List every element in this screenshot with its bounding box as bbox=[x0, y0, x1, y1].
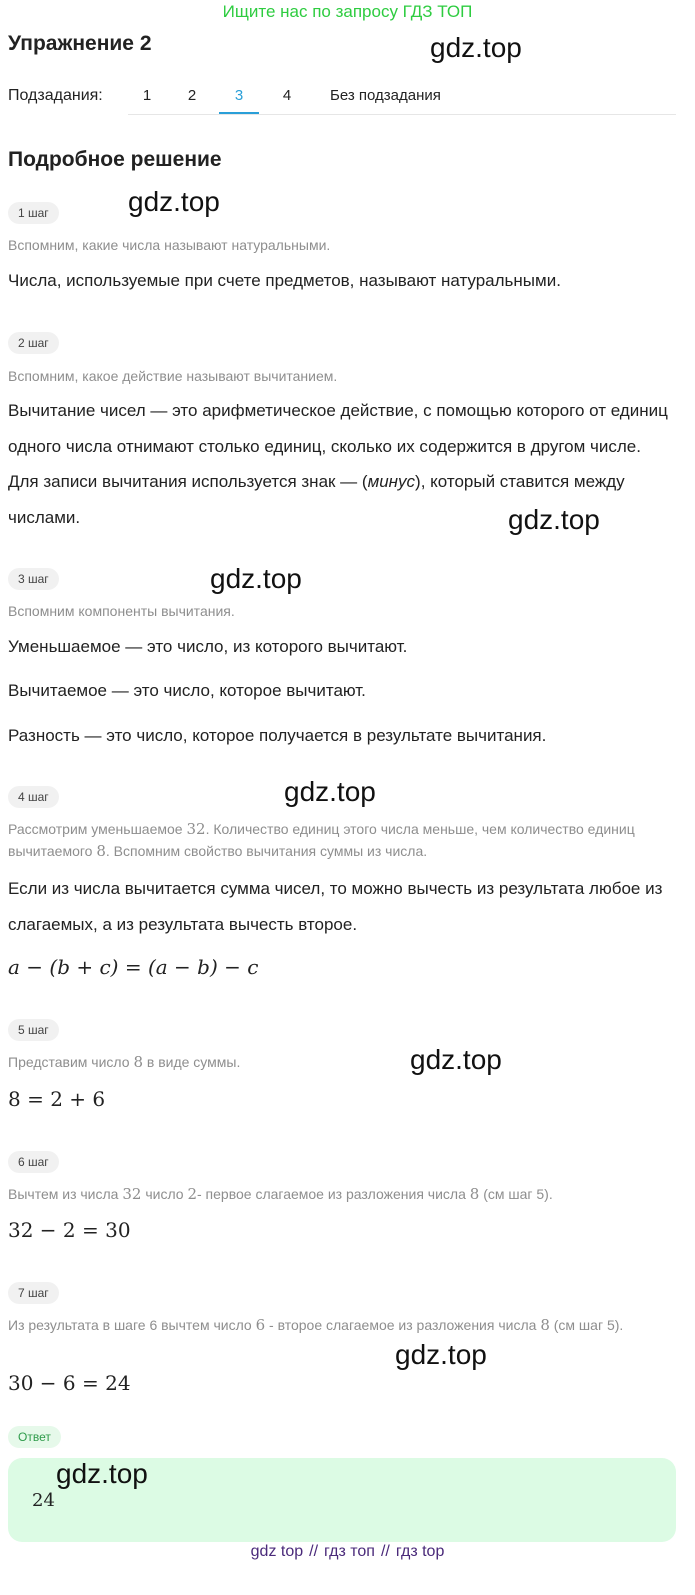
watermark: gdz.top bbox=[410, 1044, 502, 1075]
tab-subtask-4[interactable]: 4 bbox=[282, 87, 292, 104]
step-badge: 3 шаг bbox=[8, 568, 59, 590]
watermark: gdz.top bbox=[284, 776, 376, 807]
tab-subtask-1[interactable]: 1 bbox=[142, 87, 152, 104]
step-formula: a − (b + c) = (a − b) − c bbox=[8, 955, 259, 979]
watermark: gdz.top bbox=[128, 186, 220, 217]
step-badge: 7 шаг bbox=[8, 1282, 59, 1304]
step-hint: Из результата в шаге 6 вычтем число 6 - второе слагаемое из разложения числа 8 (см шаг 5). bbox=[8, 1316, 624, 1334]
subtasks-label: Подзадания: bbox=[8, 87, 103, 104]
step-hint: Рассмотрим уменьшаемое 32. Количество единиц этого числа меньше, чем количество единиц вычитаемого 8. Вспомним свойство вычитания суммы из числа. bbox=[8, 820, 635, 860]
step-text: Числа, используемые при счете предметов, называют натуральными. bbox=[8, 271, 561, 290]
watermark: gdz.top bbox=[395, 1339, 487, 1370]
italic-term: минус bbox=[367, 472, 416, 491]
step-text: Уменьшаемое — это число, из которого вычитают. bbox=[8, 637, 408, 656]
step-badge: 5 шаг bbox=[8, 1019, 59, 1041]
answer-badge: Ответ bbox=[8, 1426, 61, 1448]
step-badge: 6 шаг bbox=[8, 1151, 59, 1173]
step-formula: 32 − 2 = 30 bbox=[8, 1218, 131, 1242]
tabs-divider bbox=[128, 114, 676, 115]
step-text: Если из числа вычитается сумма чисел, то можно вычесть из результата любое из слагаемых, а из результата вычесть второе. bbox=[8, 879, 663, 934]
step-formula: 8 = 2 + 6 bbox=[8, 1087, 106, 1111]
page-title: Упражнение 2 bbox=[8, 32, 152, 55]
step-text: Вычитание чисел — это арифметическое действие, с помощью которого от единиц одного числа отнимают столько единиц, сколько их содержится в другом числе. Для записи вычитания используется знак — (минус), который ставится между числами. bbox=[8, 401, 668, 527]
step-badge: 4 шаг bbox=[8, 786, 59, 808]
answer-value: 24 bbox=[32, 1490, 55, 1511]
step-hint: Вычтем из числа 32 число 2- первое слагаемое из разложения числа 8 (см шаг 5). bbox=[8, 1185, 553, 1203]
tab-no-subtask[interactable]: Без подзадания bbox=[330, 87, 441, 104]
step-text: Разность — это число, которое получается в результате вычитания. bbox=[8, 726, 547, 745]
watermark: gdz.top bbox=[56, 1458, 148, 1489]
step-hint: Вспомним, какое действие называют вычитанием. bbox=[8, 368, 338, 384]
step-hint: Представим число 8 в виде суммы. bbox=[8, 1053, 241, 1071]
step-badge: 2 шаг bbox=[8, 332, 59, 354]
promo-banner[interactable]: Ищите нас по запросу ГДЗ ТОП bbox=[222, 2, 473, 21]
footer-links: gdz top // гдз топ // гдз top bbox=[250, 1543, 445, 1560]
step-hint: Вспомним, какие числа называют натуральными. bbox=[8, 237, 331, 253]
step-text: Вычитаемое — это число, которое вычитают. bbox=[8, 681, 366, 700]
step-formula: 30 − 6 = 24 bbox=[8, 1371, 131, 1395]
footer-link[interactable]: gdz top bbox=[250, 1543, 304, 1560]
solution-heading: Подробное решение bbox=[8, 148, 222, 171]
watermark: gdz.top bbox=[508, 504, 600, 535]
step-badge: 1 шаг bbox=[8, 202, 59, 224]
watermark: gdz.top bbox=[210, 563, 302, 594]
watermark: gdz.top bbox=[430, 32, 522, 63]
tab-subtask-2[interactable]: 2 bbox=[187, 87, 197, 104]
step-hint: Вспомним компоненты вычитания. bbox=[8, 603, 235, 619]
active-tab-indicator bbox=[219, 112, 259, 114]
footer-link[interactable]: гдз top bbox=[395, 1543, 445, 1560]
footer-link[interactable]: гдз топ bbox=[324, 1543, 375, 1560]
tab-subtask-3[interactable]: 3 bbox=[234, 87, 244, 104]
